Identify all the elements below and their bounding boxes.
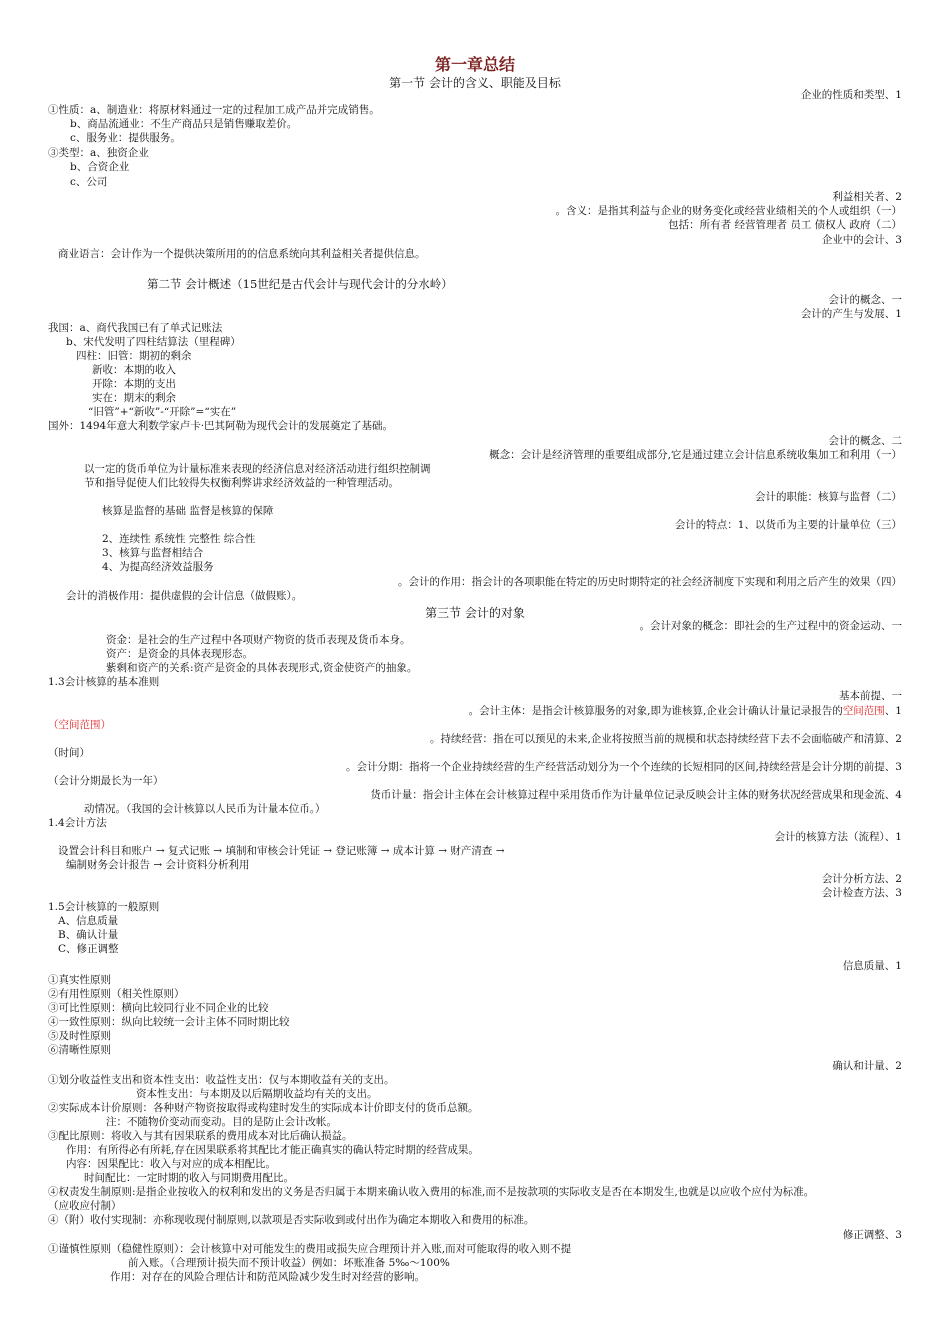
relation-line: 紫剩和资产的关系:资产是资金的具体表现形式,资金使资产的抽象。 <box>106 662 418 674</box>
recognition-header: 确认和计量、2 <box>832 1060 902 1072</box>
recognition-line: 时间配比：一定时期的收入与同期费用配比。 <box>84 1172 294 1184</box>
recognition-line: 作用：有所得必有所耗,存在因果联系将其配比才能正确真实的确认特定时期的经营成果。 <box>66 1144 479 1156</box>
premises-header: 基本前提、一 <box>839 690 902 702</box>
stakeholder-definition: 。含义：是指其利益与企业的财务变化或经营业绩相关的个人或组织（一） <box>555 205 902 217</box>
method-flow: 编制财务会计报告 → 会计资料分析利用 <box>66 859 250 871</box>
accounting-in-enterprise: 企业中的会计、3 <box>821 234 902 246</box>
methods-header: 会计的核算方法（流程）、1 <box>774 831 902 843</box>
sizhu-line: 开除：本期的支出 <box>92 378 176 390</box>
recognition-line: ④权责发生制原则:是指企业按收入的权利和发出的义务是否归属于本期来确认收入费用的标准,而不是按款项的实际收支是否在本期发生,也就是以应收个应付为标准。 <box>48 1186 815 1198</box>
type-line: ③类型：a、独资企业 <box>48 147 149 159</box>
concept-header: 会计的概念、一 <box>828 294 902 306</box>
entity-number: 、1 <box>884 705 902 717</box>
info-principle: ①真实性原则 <box>48 974 111 986</box>
functions-line: 会计的职能：核算与监督（二） <box>755 491 902 503</box>
features-line: 2、连续性 系统性 完整性 综合性 <box>102 533 256 545</box>
sizhu-line: 四柱：旧管：期初的剩余 <box>76 350 192 362</box>
origin-header: 会计的产生与发展、1 <box>800 308 902 320</box>
info-principle: ③可比性原则：横向比较同行业不同企业的比较 <box>48 1002 269 1014</box>
role-line: 。会计的作用：指会计的各项职能在特定的历史时期特定的社会经济制度下实现和利用之后产生的效果（四） <box>398 576 902 588</box>
nature-line: c、服务业：提供服务。 <box>70 132 181 144</box>
sizhu-line: 新收：本期的收入 <box>92 364 176 376</box>
s14-heading: 1.4会计方法 <box>48 817 107 829</box>
recognition-line: （应收应付制） <box>48 1200 122 1212</box>
info-principle: ⑥清晰性原则 <box>48 1044 111 1056</box>
info-principle: ④一致性原则：纵向比较统一会计主体不同时期比较 <box>48 1016 290 1028</box>
info-principle: ②有用性原则（相关性原则） <box>48 988 185 1000</box>
abroad-line: 国外：1494年意大利数学家卢卡·巴其阿勒为现代会计的发展奠定了基础。 <box>48 420 394 432</box>
features-line: 会计的特点：1、以货币为主要的计量单位（三） <box>674 519 902 531</box>
analysis-method: 会计分析方法、2 <box>821 873 902 885</box>
principle-category: A、信息质量 <box>58 915 119 927</box>
nature-line: ①性质：a、制造业：将原材料通过一定的过程加工成产品并完成销售。 <box>48 104 380 116</box>
concept-definition: 节和指导促使人们比较得失权衡利弊讲求经济效益的一种管理活动。 <box>84 477 399 489</box>
concept-definition: 以一定的货币单位为计量标准来表现的经济信息对经济活动进行组织控制调 <box>84 463 431 475</box>
section3-heading: 第三节 会计的对象 <box>425 606 525 620</box>
enterprise-header: 企业的性质和类型、1 <box>800 89 902 101</box>
principle-category: C、修正调整 <box>58 943 119 955</box>
method-flow: 设置会计科目和账户 → 复式记账 → 填制和审核会计凭证 → 登记账簿 → 成本计算 → 财产清查 → <box>58 845 505 857</box>
currency-line: 动情况。（我国的会计核算以人民币为计量本位币。） <box>84 803 326 815</box>
going-concern: 。持续经营：指在可以预见的未来,企业将按照当前的规模和状态持续经营下去不会面临破产和清算、2 <box>429 733 902 745</box>
funds-line: 资金：是社会的生产过程中各项财产物资的货币表现及货币本身。 <box>106 634 411 646</box>
type-line: b、合资企业 <box>70 161 130 173</box>
recognition-line: ④（附）收付实现制：亦称现收现付制原则,以款项是否实际收到或付出作为确定本期收入和费用的标准。 <box>48 1214 535 1226</box>
s15-heading: 1.5会计核算的一般原则 <box>48 901 160 913</box>
negative-role: 会计的消极作用：提供虚假的会计信息（做假账）。 <box>66 590 303 602</box>
business-language: 商业语言：会计作为一个提供决策所用的的信息系统向其利益相关者提供信息。 <box>58 248 426 260</box>
info-header: 信息质量、1 <box>842 960 902 972</box>
period-line: 。会计分期：指将一个企业持续经营的生产经营活动划分为一个个连续的长短相同的区间,持续经营是会计分期的前提、3 <box>345 761 902 773</box>
adjust-line: 前入账。（合理预计损失而不预计收益）例如：坏账准备 5‰～100% <box>128 1257 450 1269</box>
features-line: 3、核算与监督相结合 <box>102 547 204 559</box>
concept2-header: 会计的概念、二 <box>828 435 902 447</box>
period-note: （会计分期最长为一年） <box>48 775 164 787</box>
adjust-line: ①谨慎性原则（稳健性原则）：会计核算中对可能发生的费用或损失应合理预计并入账,而对可能取得的收入则不提 <box>48 1243 572 1255</box>
entity-note: （空间范围） <box>48 719 111 731</box>
principle-category: B、确认计量 <box>58 929 119 941</box>
going-concern-note: （时间） <box>48 747 90 759</box>
info-principle: ⑤及时性原则 <box>48 1030 111 1042</box>
china-line: b、宋代发明了四柱结算法（里程碑） <box>66 336 241 348</box>
adjust-line: 作用：对存在的风险合理估计和防范风险减少发生时对经营的影响。 <box>110 1271 425 1283</box>
functions-note: 核算是监督的基础 监督是核算的保障 <box>102 505 274 517</box>
assets-line: 资产：是资金的具体表现形态。 <box>106 648 253 660</box>
nature-line: b、商品流通业：不生产商品只是销售赚取差价。 <box>70 118 298 130</box>
concept-definition: 概念：会计是经济管理的重要组成部分,它是通过建立会计信息系统收集加工和利用（一） <box>489 449 902 461</box>
inspection-method: 会计检查方法、3 <box>821 887 902 899</box>
entity-highlight: 空间范围 <box>842 705 885 717</box>
recognition-line: ①划分收益性支出和资本性支出：收益性支出：仅与本期收益有关的支出。 <box>48 1074 395 1086</box>
recognition-line: 内容：因果配比：收入与对应的成本相配比。 <box>66 1158 276 1170</box>
features-line: 4、为提高经济效益服务 <box>102 561 214 573</box>
currency-line: 货币计量：指会计主体在会计核算过程中采用货币作为计量单位记录反映会计主体的财务状况经营成果和现金流、4 <box>370 789 902 801</box>
entity-text: 。会计主体：是指会计核算服务的对象,即为谁核算,企业会计确认计量记录报告的 <box>468 705 843 717</box>
recognition-line: ③配比原则：将收入与其有因果联系的费用成本对比后确认损益。 <box>48 1130 353 1142</box>
stakeholder-include: 包括：所有者 经营管理者 员工 债权人 政府（二） <box>668 219 902 231</box>
adjust-header: 修正调整、3 <box>842 1229 902 1241</box>
sizhu-line: 实在：期末的剩余 <box>92 392 176 404</box>
section2-heading: 第二节 会计概述（15世纪是古代会计与现代会计的分水岭） <box>147 277 453 291</box>
china-line: 我国：a、商代我国已有了单式记账法 <box>48 322 223 334</box>
type-line: c、公司 <box>70 176 108 188</box>
recognition-line: 注：不随物价变动而变动。目的是防止会计改帐。 <box>106 1116 337 1128</box>
object-definition: 。会计对象的概念：即社会的生产过程中的资金运动、一 <box>639 620 902 632</box>
sizhu-formula: “旧管”+“新收”-“开除”=“实在” <box>88 406 237 418</box>
section1-heading: 第一节 会计的含义、职能及目标 <box>389 76 561 90</box>
s13-heading: 1.3会计核算的基本准则 <box>48 676 160 688</box>
recognition-line: 资本性支出：与本期及以后隔期收益均有关的支出。 <box>136 1088 378 1100</box>
chapter-title: 第一章总结 <box>434 55 515 74</box>
entity-line <box>469 705 902 718</box>
stakeholder-header: 利益相关者、2 <box>832 191 902 203</box>
recognition-line: ②实际成本计价原则：各种财产物资按取得或构建时发生的实际成本计价即支付的货币总额。 <box>48 1102 479 1114</box>
